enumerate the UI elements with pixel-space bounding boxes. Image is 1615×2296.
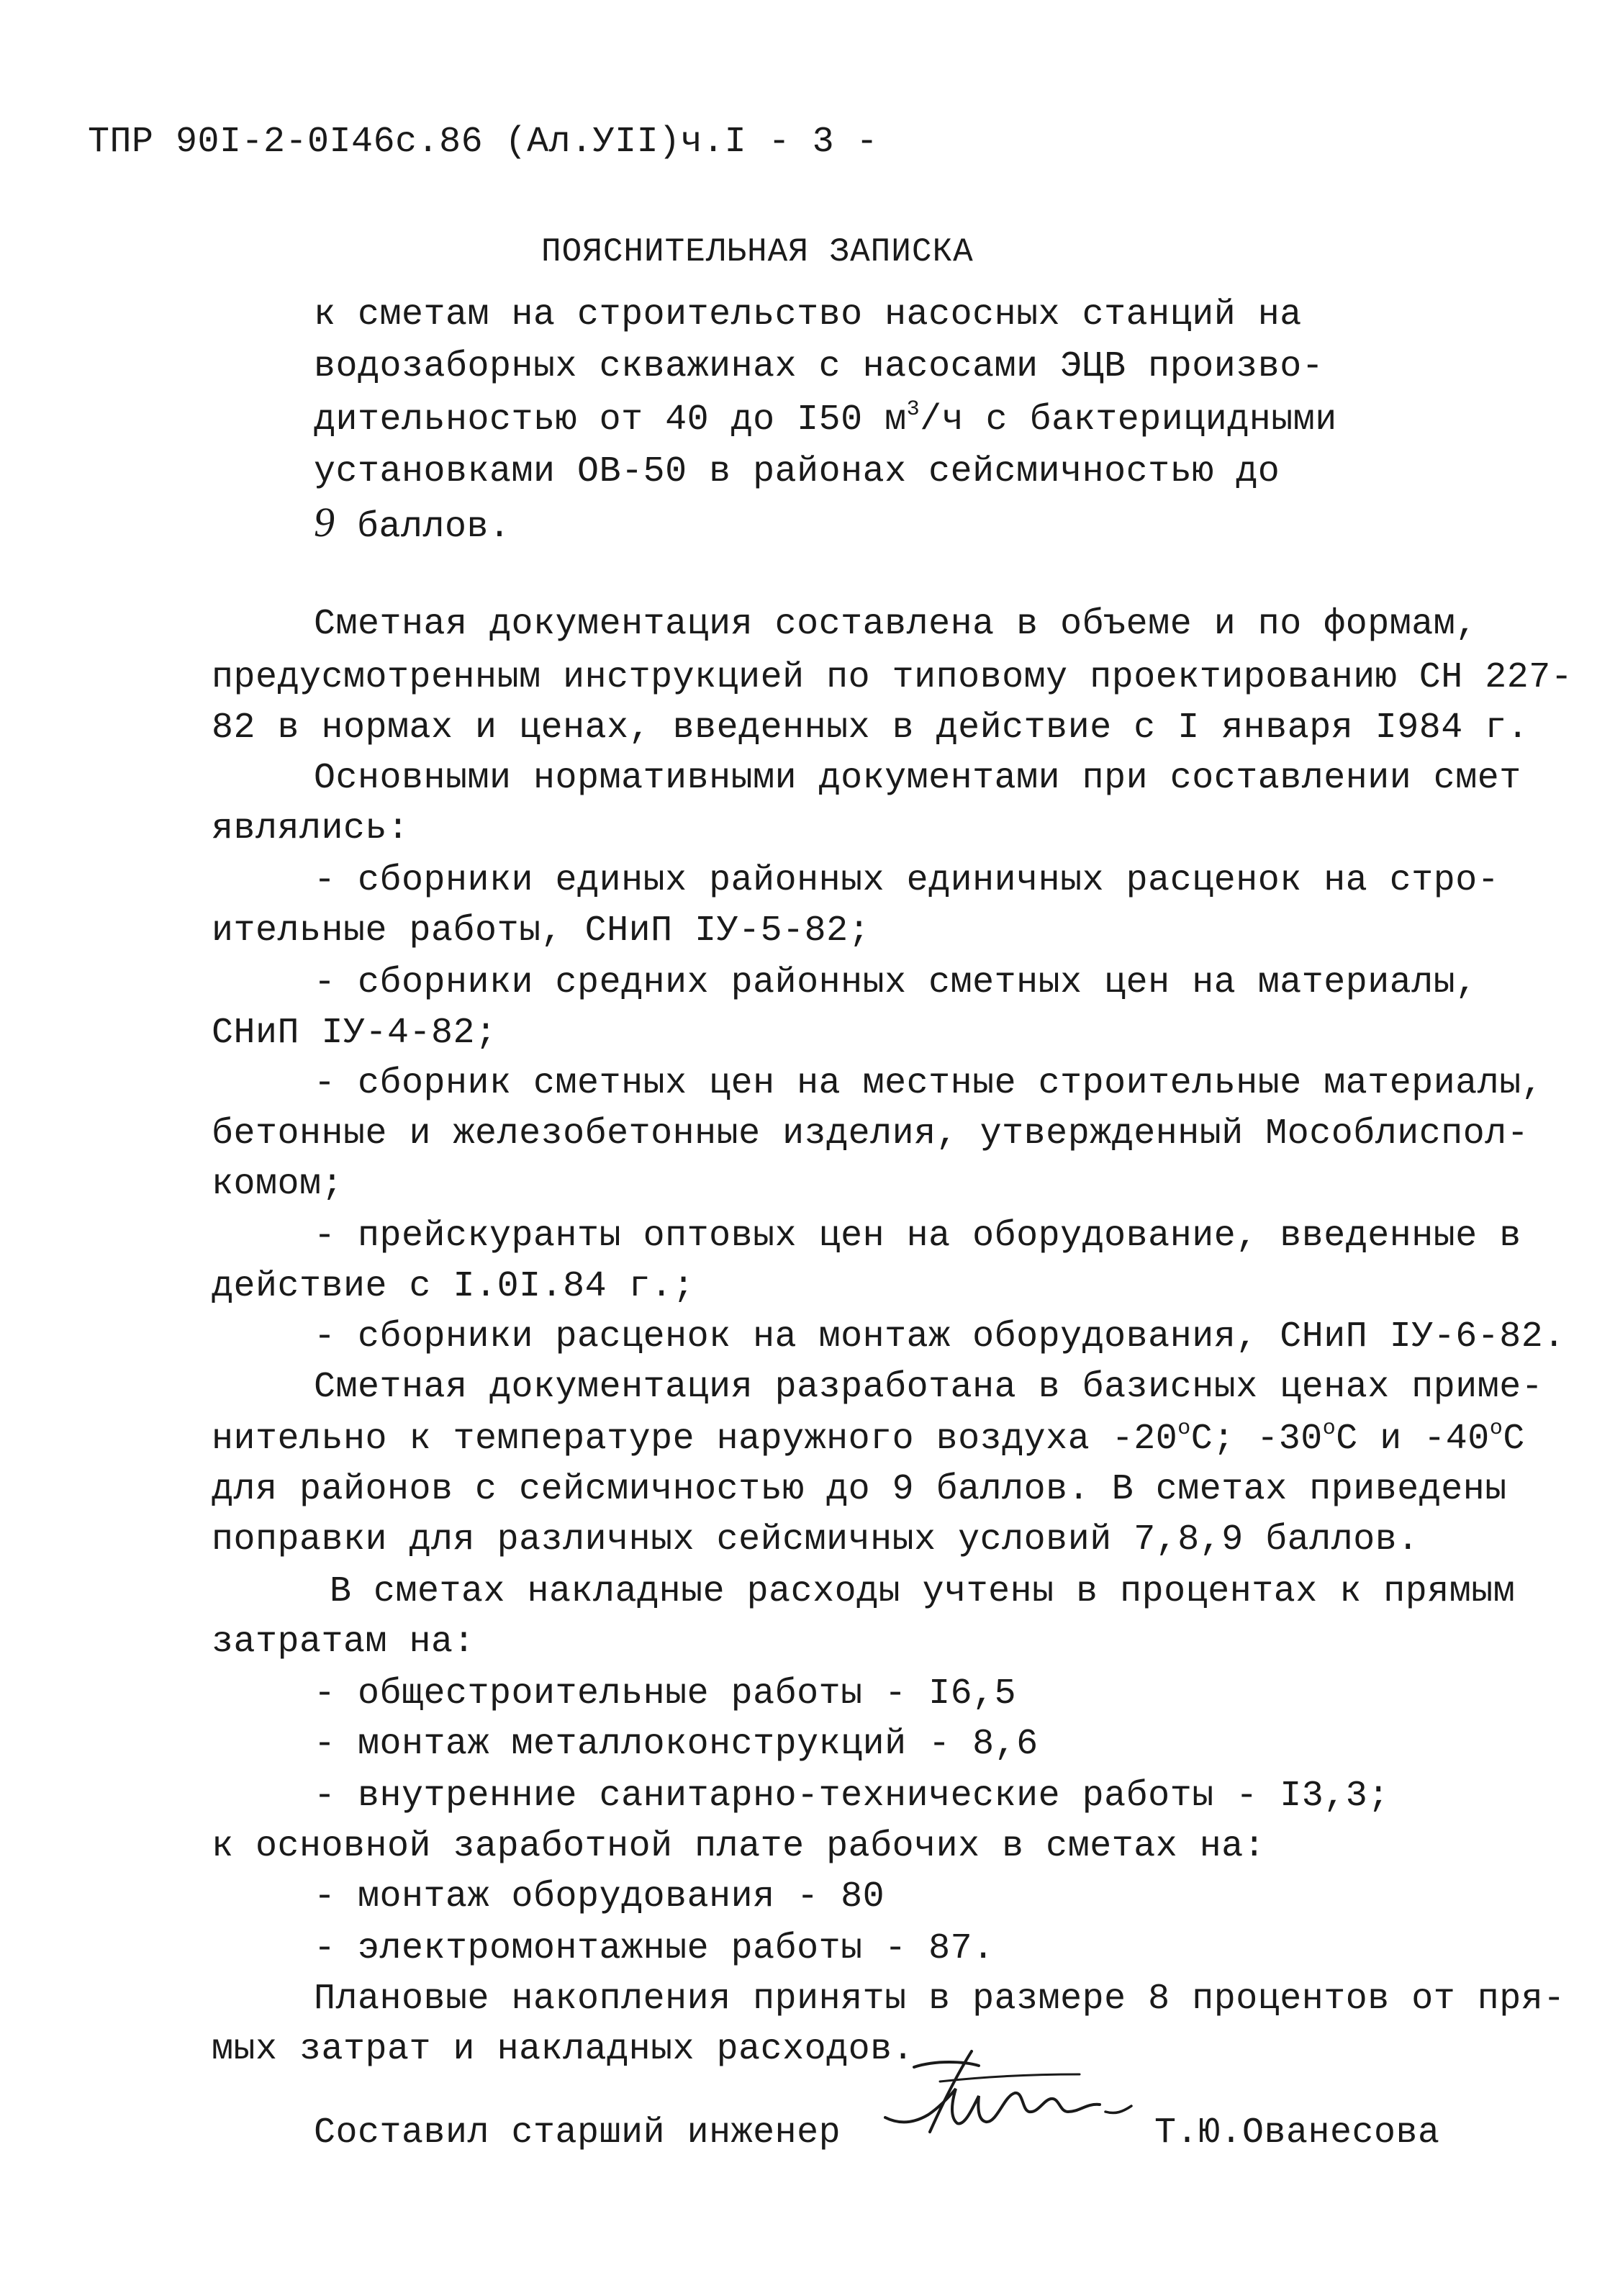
subtitle-line xyxy=(314,399,1337,442)
list-item: бетонные и железобетонные изделия, утвержденный Мособлиспол- xyxy=(212,1113,1529,1154)
list-item: - сборники средних районных сметных цен на материалы, xyxy=(314,962,1478,1003)
paragraph-line: Плановые накопления приняты в размере 8 процентов от пря- xyxy=(314,1979,1565,2020)
document-title: ПОЯСНИТЕЛЬНАЯ ЗАПИСКА xyxy=(541,233,974,271)
list-item: - электромонтажные работы - 87. xyxy=(314,1928,995,1969)
paragraph-line: являлись: xyxy=(212,808,410,849)
list-item: - внутренние санитарно-технические работы - I3,3; xyxy=(314,1776,1390,1817)
subtitle-line: к сметам на строительство насосных станций на xyxy=(314,294,1302,335)
degree-sign: o xyxy=(1177,1416,1191,1441)
signatory-role: Составил старший инженер xyxy=(314,2112,841,2153)
list-item: действие с I.0I.84 г.; xyxy=(212,1266,695,1307)
text-fragment: С и -40 xyxy=(1336,1419,1490,1460)
subtitle-line: установками ОВ-50 в районах сейсмичностью до xyxy=(314,451,1280,492)
subtitle-text: /ч с бактерицидными xyxy=(920,399,1337,440)
paragraph-line: мых затрат и накладных расходов. xyxy=(212,2029,915,2070)
italic-number: 9 xyxy=(314,499,335,546)
paragraph-line: для районов с сейсмичностью до 9 баллов. В сметах приведены xyxy=(212,1469,1507,1510)
text-fragment: С; -30 xyxy=(1190,1419,1323,1460)
list-item: - монтаж оборудования - 80 xyxy=(314,1876,885,1917)
document-code: ТПР 90I-2-0I46с.86 (Ал.УII)ч.I - 3 - xyxy=(88,122,879,163)
paragraph-line: В сметах накладные расходы учтены в процентах к прямым xyxy=(330,1571,1516,1612)
handwritten-signature xyxy=(871,2046,1144,2146)
text-fragment: нительно к температуре наружного воздуха -20 xyxy=(212,1419,1178,1460)
list-item: - общестроительные работы - I6,5 xyxy=(314,1673,1017,1714)
signatory-name: Т.Ю.Ованесова xyxy=(1154,2112,1440,2153)
paragraph-line xyxy=(212,1418,1525,1461)
degree-sign: o xyxy=(1322,1416,1336,1441)
list-item: - сборники расценок на монтаж оборудования, СНиП IУ-6-82. xyxy=(314,1316,1565,1357)
paragraph-line: Сметная документация разработана в базисных ценах приме- xyxy=(314,1367,1544,1408)
paragraph-line: предусмотренным инструкцией по типовому проектированию СН 227- xyxy=(212,657,1573,698)
list-item: - сборники единых районных единичных расценок на стро- xyxy=(314,860,1500,901)
list-item: ительные работы, СНиП IУ-5-82; xyxy=(212,910,871,952)
subtitle-line xyxy=(314,501,511,549)
paragraph-line: поправки для различных сейсмичных условий 7,8,9 баллов. xyxy=(212,1519,1419,1560)
text-fragment: С xyxy=(1503,1419,1525,1460)
subtitle-text: дительностью от 40 до I50 м xyxy=(314,399,907,440)
list-item: СНиП IУ-4-82; xyxy=(212,1013,497,1054)
subtitle-text: баллов. xyxy=(335,507,511,548)
paragraph-line: Сметная документация составлена в объеме и по формам, xyxy=(314,604,1478,645)
subtitle-line: водозаборных скважинах с насосами ЭЦВ произво- xyxy=(314,346,1324,387)
list-item: - прейскуранты оптовых цен на оборудование, введенные в xyxy=(314,1216,1521,1257)
list-item: - сборник сметных цен на местные строительные материалы, xyxy=(314,1063,1544,1104)
superscript: 3 xyxy=(906,397,920,422)
list-item: - монтаж металлоконструкций - 8,6 xyxy=(314,1724,1039,1765)
paragraph-line: Основными нормативными документами при составлении смет xyxy=(314,758,1521,799)
paragraph-line: к основной заработной плате рабочих в сметах на: xyxy=(212,1826,1266,1867)
degree-sign: o xyxy=(1489,1416,1503,1441)
list-item: комом; xyxy=(212,1164,344,1205)
paragraph-line: 82 в нормах и ценах, введенных в действие с I января I984 г. xyxy=(212,708,1529,749)
paragraph-line: затратам на: xyxy=(212,1622,476,1663)
